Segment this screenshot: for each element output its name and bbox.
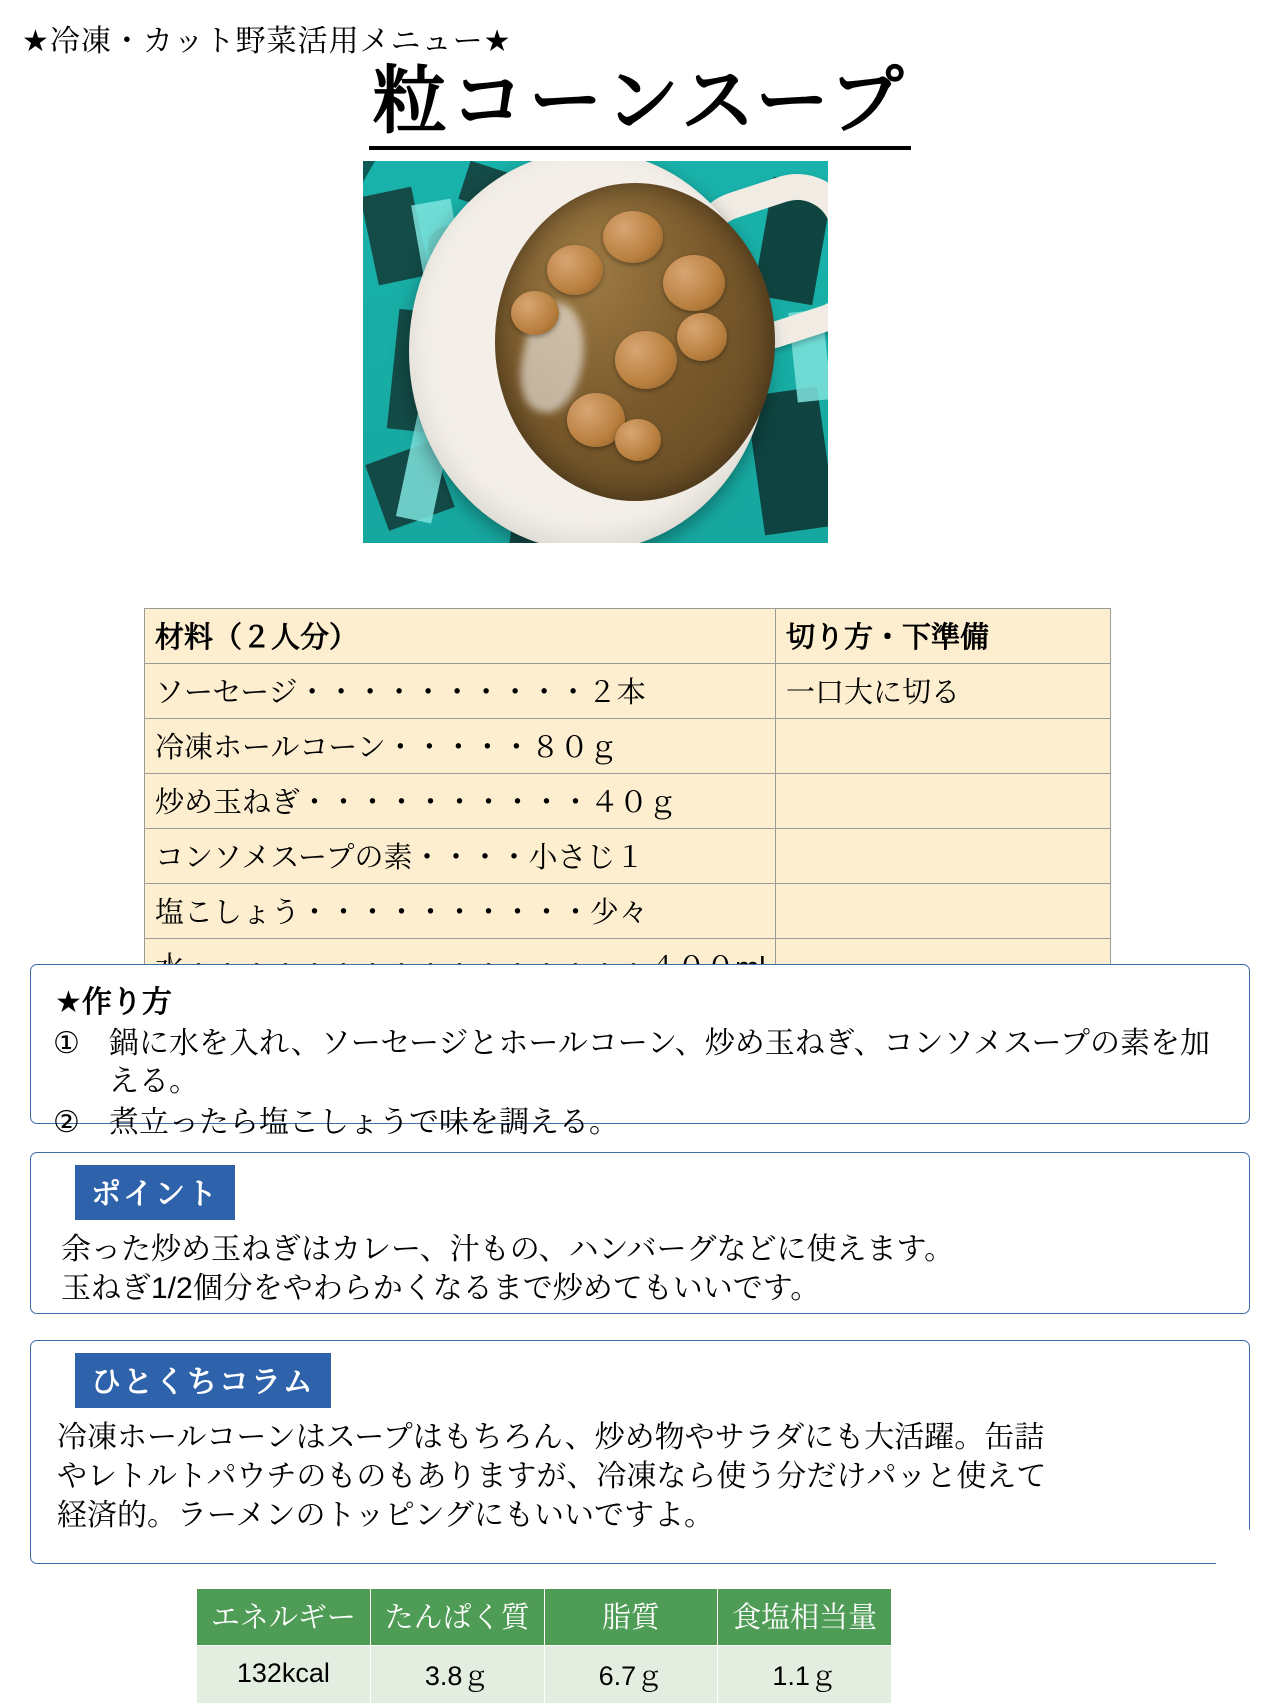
method-step [47, 1025, 1233, 1102]
table-row [145, 884, 1111, 939]
column-line: 経済的。ラーメンのトッピングにもいいですよ。 [57, 1499, 714, 1532]
mug [409, 161, 769, 543]
sausage-slice [615, 419, 661, 461]
ingredient-name: 冷凍ホールコーン・・・・・８０ｇ [145, 719, 776, 774]
column-line: やレトルトパウチのものもありますが、冷凍なら使う分だけパッと使えて [57, 1460, 1047, 1493]
soup-surface [495, 183, 775, 501]
page-title-text: 粒コーンスープ [369, 62, 912, 150]
ingredient-prep [776, 829, 1111, 884]
nutrition-header-protein: たんぱく質 [370, 1589, 544, 1646]
sausage-slice [615, 331, 677, 389]
method-step-number: ② [53, 1105, 80, 1139]
table-row [145, 774, 1111, 829]
nutrition-value-fat: 6.7ｇ [544, 1646, 718, 1704]
ingredients-header-prep: 切り方・下準備 [776, 609, 1111, 664]
method-step-text: 煮立ったら塩こしょうで味を調える。 [109, 1105, 619, 1139]
method-step-number: ① [53, 1027, 80, 1060]
table-header-row [145, 609, 1111, 664]
column-section [30, 1340, 1250, 1564]
point-tag-wrap [31, 1153, 1249, 1220]
point-tag: ポイント [75, 1165, 235, 1220]
table-row [145, 664, 1111, 719]
nutrition-header-energy: エネルギー [197, 1589, 371, 1646]
column-tag: ひとくちコラム [75, 1353, 331, 1408]
nutrition-header-row [197, 1589, 892, 1646]
nutrition-header-salt: 食塩相当量 [718, 1589, 892, 1646]
method-step-text: 鍋に水を入れ、ソーセージとホールコーン、炒め玉ねぎ、コンソメスープの素を加える。 [109, 1027, 1210, 1099]
ingredient-prep: 一口大に切る [776, 664, 1111, 719]
ingredient-prep [776, 774, 1111, 829]
column-tag-wrap [31, 1341, 1249, 1408]
table-row [145, 829, 1111, 884]
nutrition-value-protein: 3.8ｇ [370, 1646, 544, 1704]
nutrition-value-energy: 132kcal [197, 1646, 371, 1704]
page-title [0, 59, 1280, 150]
nutrition-header-fat: 脂質 [544, 1589, 718, 1646]
ingredient-prep [776, 719, 1111, 774]
ingredient-name: 塩こしょう・・・・・・・・・・少々 [145, 884, 776, 939]
point-line: 玉ねぎ1/2個分をやわらかくなるまで炒めてもいいです。 [61, 1272, 821, 1305]
ingredient-name: ソーセージ・・・・・・・・・・２本 [145, 664, 776, 719]
method-list [47, 1025, 1233, 1142]
point-section [30, 1152, 1250, 1314]
method-title: ★作り方 [55, 986, 172, 1019]
ingredients-header-name: 材料（２人分） [145, 609, 776, 664]
method-section [30, 964, 1250, 1139]
ingredient-prep [776, 884, 1111, 939]
nutrition-value-row [197, 1646, 892, 1704]
series-label: ★冷凍・カット野菜活用メニュー★ [22, 25, 512, 58]
nutrition-value-salt: 1.1ｇ [718, 1646, 892, 1704]
sausage-slice [603, 211, 663, 263]
table-row [145, 719, 1111, 774]
ingredient-name: 炒め玉ねぎ・・・・・・・・・・４０ｇ [145, 774, 776, 829]
column-body [31, 1408, 1249, 1535]
method-step [47, 1104, 1233, 1142]
nutrition-table [196, 1588, 892, 1704]
dish-photo-background [363, 161, 828, 543]
point-line: 余った炒め玉ねぎはカレー、汁もの、ハンバーグなどに使えます。 [61, 1233, 955, 1266]
sausage-slice [547, 245, 603, 295]
sausage-slice [511, 291, 559, 335]
sausage-slice [663, 255, 725, 311]
point-body [31, 1220, 1249, 1308]
dish-photo [363, 161, 828, 543]
sausage-slice [677, 313, 727, 361]
ingredients-table [144, 608, 1111, 994]
column-line: 冷凍ホールコーンはスープはもちろん、炒め物やサラダにも大活躍。缶詰 [57, 1421, 1045, 1454]
ingredient-name: コンソメスープの素・・・・小さじ１ [145, 829, 776, 884]
